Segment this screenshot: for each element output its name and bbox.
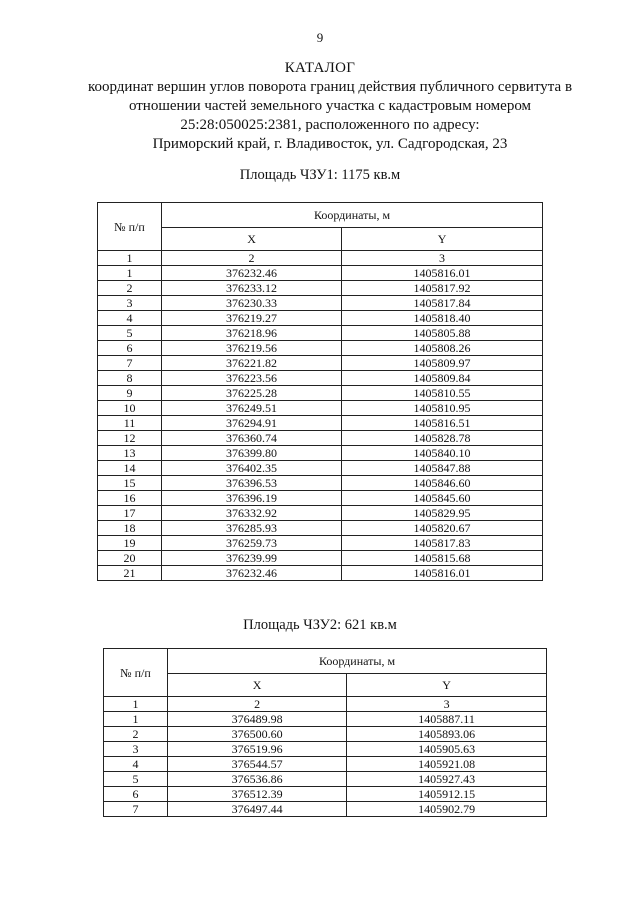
table-row <box>98 446 543 461</box>
y-coordinate-cell: 1405902.79 <box>347 802 547 817</box>
row-number-cell: 15 <box>98 476 162 491</box>
coordinates-table-2 <box>103 648 547 817</box>
subtitle-line: 25:28:050025:2381, расположенного по адресу: <box>180 117 480 133</box>
row-number-cell: 2 <box>98 281 162 296</box>
table-row <box>98 371 543 386</box>
row-number-cell: 11 <box>98 416 162 431</box>
header-x: X <box>162 228 342 251</box>
table-row <box>98 401 543 416</box>
y-coordinate-cell: 1405808.26 <box>342 341 543 356</box>
x-coordinate-cell: 376219.27 <box>162 311 342 326</box>
table-row <box>104 727 547 742</box>
row-number-cell: 18 <box>98 521 162 536</box>
row-number-cell: 7 <box>98 356 162 371</box>
table-row <box>98 551 543 566</box>
y-coordinate-cell: 1405810.55 <box>342 386 543 401</box>
x-coordinate-cell: 376223.56 <box>162 371 342 386</box>
table-body-1 <box>98 266 543 581</box>
header-y: Y <box>342 228 543 251</box>
table-row <box>98 566 543 581</box>
y-coordinate-cell: 1405847.88 <box>342 461 543 476</box>
header-coords: Координаты, м <box>168 649 547 674</box>
x-coordinate-cell: 376512.39 <box>168 787 347 802</box>
table-row <box>104 772 547 787</box>
page-number: 9 <box>316 30 324 45</box>
x-coordinate-cell: 376519.96 <box>168 742 347 757</box>
y-coordinate-cell: 1405828.78 <box>342 431 543 446</box>
row-number-cell: 4 <box>98 311 162 326</box>
table-row <box>98 431 543 446</box>
header-y: Y <box>347 674 547 697</box>
table-row <box>98 506 543 521</box>
y-coordinate-cell: 1405840.10 <box>342 446 543 461</box>
y-coordinate-cell: 1405887.11 <box>347 712 547 727</box>
table-row <box>98 341 543 356</box>
row-number-cell: 8 <box>98 371 162 386</box>
y-coordinate-cell: 1405816.01 <box>342 266 543 281</box>
row-number-cell: 7 <box>104 802 168 817</box>
y-coordinate-cell: 1405905.63 <box>347 742 547 757</box>
row-number-cell: 6 <box>98 341 162 356</box>
row-number-cell: 6 <box>104 787 168 802</box>
row-number-cell: 21 <box>98 566 162 581</box>
y-coordinate-cell: 1405927.43 <box>347 772 547 787</box>
y-coordinate-cell: 1405816.51 <box>342 416 543 431</box>
table-row <box>98 386 543 401</box>
table-row <box>104 757 547 772</box>
row-number-cell: 16 <box>98 491 162 506</box>
y-coordinate-cell: 1405820.67 <box>342 521 543 536</box>
row-number-cell: 10 <box>98 401 162 416</box>
header-col-number: 3 <box>342 251 543 266</box>
x-coordinate-cell: 376360.74 <box>162 431 342 446</box>
x-coordinate-cell: 376225.28 <box>162 386 342 401</box>
table-row <box>98 281 543 296</box>
table-row <box>98 311 543 326</box>
x-coordinate-cell: 376219.56 <box>162 341 342 356</box>
row-number-cell: 9 <box>98 386 162 401</box>
row-number-cell: 3 <box>98 296 162 311</box>
row-number-cell: 1 <box>104 712 168 727</box>
y-coordinate-cell: 1405805.88 <box>342 326 543 341</box>
x-coordinate-cell: 376232.46 <box>162 566 342 581</box>
x-coordinate-cell: 376232.46 <box>162 266 342 281</box>
x-coordinate-cell: 376259.73 <box>162 536 342 551</box>
table-row <box>98 266 543 281</box>
y-coordinate-cell: 1405829.95 <box>342 506 543 521</box>
y-coordinate-cell: 1405809.97 <box>342 356 543 371</box>
x-coordinate-cell: 376396.19 <box>162 491 342 506</box>
subtitle-line: координат вершин углов поворота границ действия публичного сервитута в <box>87 79 573 95</box>
header-col-number: 1 <box>104 697 168 712</box>
header-num: № п/п <box>104 649 168 697</box>
x-coordinate-cell: 376218.96 <box>162 326 342 341</box>
table-row <box>98 416 543 431</box>
x-coordinate-cell: 376396.53 <box>162 476 342 491</box>
y-coordinate-cell: 1405818.40 <box>342 311 543 326</box>
row-number-cell: 20 <box>98 551 162 566</box>
row-number-cell: 14 <box>98 461 162 476</box>
x-coordinate-cell: 376221.82 <box>162 356 342 371</box>
row-number-cell: 3 <box>104 742 168 757</box>
table-row <box>98 296 543 311</box>
y-coordinate-cell: 1405846.60 <box>342 476 543 491</box>
y-coordinate-cell: 1405816.01 <box>342 566 543 581</box>
table-row <box>104 787 547 802</box>
document-subtitle <box>60 78 600 154</box>
x-coordinate-cell: 376230.33 <box>162 296 342 311</box>
area-label-2: Площадь ЧЗУ2: 621 кв.м <box>243 617 397 633</box>
x-coordinate-cell: 376489.98 <box>168 712 347 727</box>
y-coordinate-cell: 1405817.84 <box>342 296 543 311</box>
coordinates-table-1 <box>97 202 543 581</box>
x-coordinate-cell: 376500.60 <box>168 727 347 742</box>
x-coordinate-cell: 376249.51 <box>162 401 342 416</box>
y-coordinate-cell: 1405912.15 <box>347 787 547 802</box>
y-coordinate-cell: 1405815.68 <box>342 551 543 566</box>
table-row <box>98 521 543 536</box>
document-title: КАТАЛОГ <box>284 60 356 76</box>
row-number-cell: 19 <box>98 536 162 551</box>
table-row <box>98 326 543 341</box>
table-row <box>98 356 543 371</box>
x-coordinate-cell: 376402.35 <box>162 461 342 476</box>
header-coords: Координаты, м <box>162 203 543 228</box>
subtitle-line: Приморский край, г. Владивосток, ул. Садгородская, 23 <box>152 136 508 152</box>
y-coordinate-cell: 1405921.08 <box>347 757 547 772</box>
y-coordinate-cell: 1405817.92 <box>342 281 543 296</box>
x-coordinate-cell: 376399.80 <box>162 446 342 461</box>
row-number-cell: 2 <box>104 727 168 742</box>
subtitle-line: отношении частей земельного участка с кадастровым номером <box>128 98 532 114</box>
x-coordinate-cell: 376536.86 <box>168 772 347 787</box>
x-coordinate-cell: 376233.12 <box>162 281 342 296</box>
table-row <box>104 802 547 817</box>
y-coordinate-cell: 1405845.60 <box>342 491 543 506</box>
y-coordinate-cell: 1405810.95 <box>342 401 543 416</box>
table-row <box>98 461 543 476</box>
table-row <box>104 742 547 757</box>
x-coordinate-cell: 376239.99 <box>162 551 342 566</box>
x-coordinate-cell: 376285.93 <box>162 521 342 536</box>
header-num: № п/п <box>98 203 162 251</box>
row-number-cell: 5 <box>98 326 162 341</box>
row-number-cell: 12 <box>98 431 162 446</box>
x-coordinate-cell: 376544.57 <box>168 757 347 772</box>
header-col-number: 1 <box>98 251 162 266</box>
row-number-cell: 17 <box>98 506 162 521</box>
table-row <box>98 491 543 506</box>
row-number-cell: 13 <box>98 446 162 461</box>
header-col-number: 2 <box>162 251 342 266</box>
row-number-cell: 4 <box>104 757 168 772</box>
row-number-cell: 5 <box>104 772 168 787</box>
table-row <box>98 476 543 491</box>
area-label-1: Площадь ЧЗУ1: 1175 кв.м <box>239 167 401 183</box>
table-row <box>98 536 543 551</box>
header-col-number: 3 <box>347 697 547 712</box>
header-x: X <box>168 674 347 697</box>
table-row <box>104 712 547 727</box>
y-coordinate-cell: 1405809.84 <box>342 371 543 386</box>
table-body-2 <box>104 712 547 817</box>
header-col-number: 2 <box>168 697 347 712</box>
row-number-cell: 1 <box>98 266 162 281</box>
x-coordinate-cell: 376497.44 <box>168 802 347 817</box>
y-coordinate-cell: 1405817.83 <box>342 536 543 551</box>
y-coordinate-cell: 1405893.06 <box>347 727 547 742</box>
x-coordinate-cell: 376332.92 <box>162 506 342 521</box>
x-coordinate-cell: 376294.91 <box>162 416 342 431</box>
